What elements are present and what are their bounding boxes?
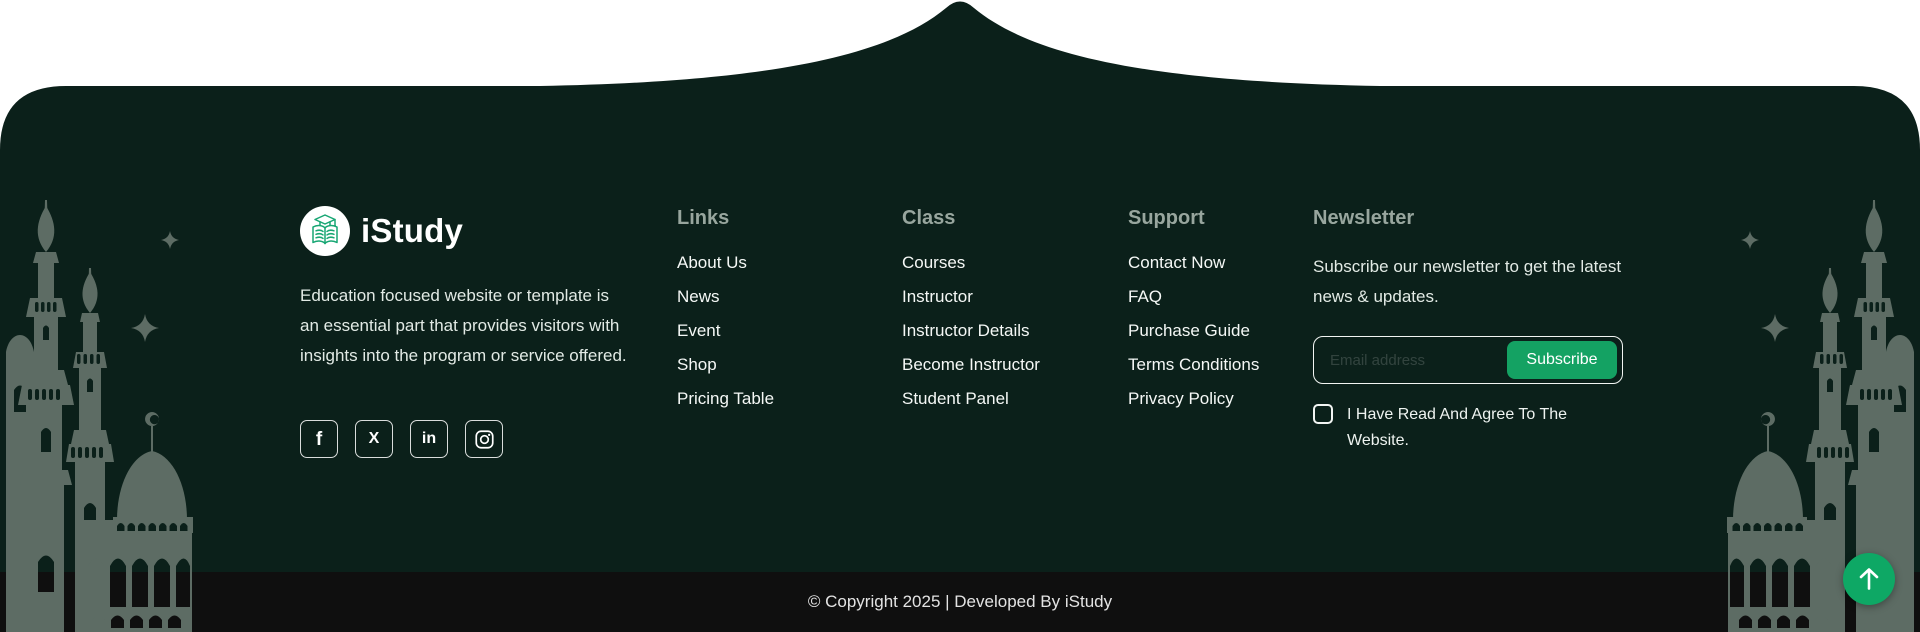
newsletter-agreement — [1313, 402, 1573, 454]
agreement-label[interactable]: I Have Read And Agree To The Website. — [1347, 406, 1568, 449]
footer-link-privacy-policy[interactable]: Privacy Policy — [1128, 389, 1234, 408]
footer-link-event[interactable]: Event — [677, 321, 721, 340]
footer-link-contact-now[interactable]: Contact Now — [1128, 253, 1226, 272]
footer-column-links — [677, 206, 774, 422]
linkedin-button[interactable] — [410, 420, 448, 458]
footer-link-instructor[interactable]: Instructor — [902, 287, 973, 306]
footer-link-purchase-guide[interactable]: Purchase Guide — [1128, 321, 1250, 340]
instagram-icon — [475, 430, 494, 449]
footer-link-about-us[interactable]: About Us — [677, 253, 747, 272]
column-title: Support — [1128, 207, 1205, 229]
agreement-checkbox[interactable] — [1313, 404, 1333, 424]
footer-link-news[interactable]: News — [677, 287, 720, 306]
instagram-button[interactable] — [465, 420, 503, 458]
brand-block — [300, 206, 640, 256]
footer-link-become-instructor[interactable]: Become Instructor — [902, 355, 1040, 374]
brand-logo[interactable] — [300, 206, 640, 256]
footer-link-terms-conditions[interactable]: Terms Conditions — [1128, 355, 1260, 374]
newsletter-title: Newsletter — [1313, 207, 1415, 229]
x-twitter-button[interactable] — [355, 420, 393, 458]
footer-link-pricing-table[interactable]: Pricing Table — [677, 389, 775, 408]
facebook-icon: f — [315, 428, 323, 450]
copyright-text: © Copyright 2025 | Developed By iStudy — [807, 592, 1113, 611]
brand-name: iStudy — [361, 212, 464, 249]
footer-link-instructor-details[interactable]: Instructor Details — [902, 321, 1030, 340]
facebook-button[interactable] — [300, 420, 338, 458]
footer-link-faq[interactable]: FAQ — [1128, 287, 1163, 306]
linkedin-icon: in — [421, 430, 437, 447]
column-title: Class — [902, 207, 956, 229]
x-twitter-icon: X — [368, 430, 380, 447]
social-links — [300, 420, 503, 458]
footer-link-shop[interactable]: Shop — [677, 355, 717, 374]
footer-link-courses[interactable]: Courses — [902, 253, 966, 272]
arrow-up-icon — [1859, 568, 1879, 590]
brand-description: Education focused website or template is an essential part that provides visitors with insights into the program or service offered. — [300, 286, 627, 365]
scroll-top-button[interactable] — [1843, 553, 1895, 605]
footer-link-student-panel[interactable]: Student Panel — [902, 389, 1009, 408]
subscribe-button[interactable]: Subscribe — [1507, 341, 1617, 379]
footer-column-support — [1128, 206, 1259, 422]
footer-column-class — [902, 206, 1040, 422]
newsletter-form — [1313, 336, 1623, 384]
column-title: Links — [677, 207, 730, 229]
newsletter-block — [1313, 206, 1633, 449]
bottom-bar — [0, 572, 1920, 632]
newsletter-subtitle: Subscribe our newsletter to get the latest news & updates. — [1313, 257, 1622, 306]
book-graduation-icon — [300, 206, 350, 256]
